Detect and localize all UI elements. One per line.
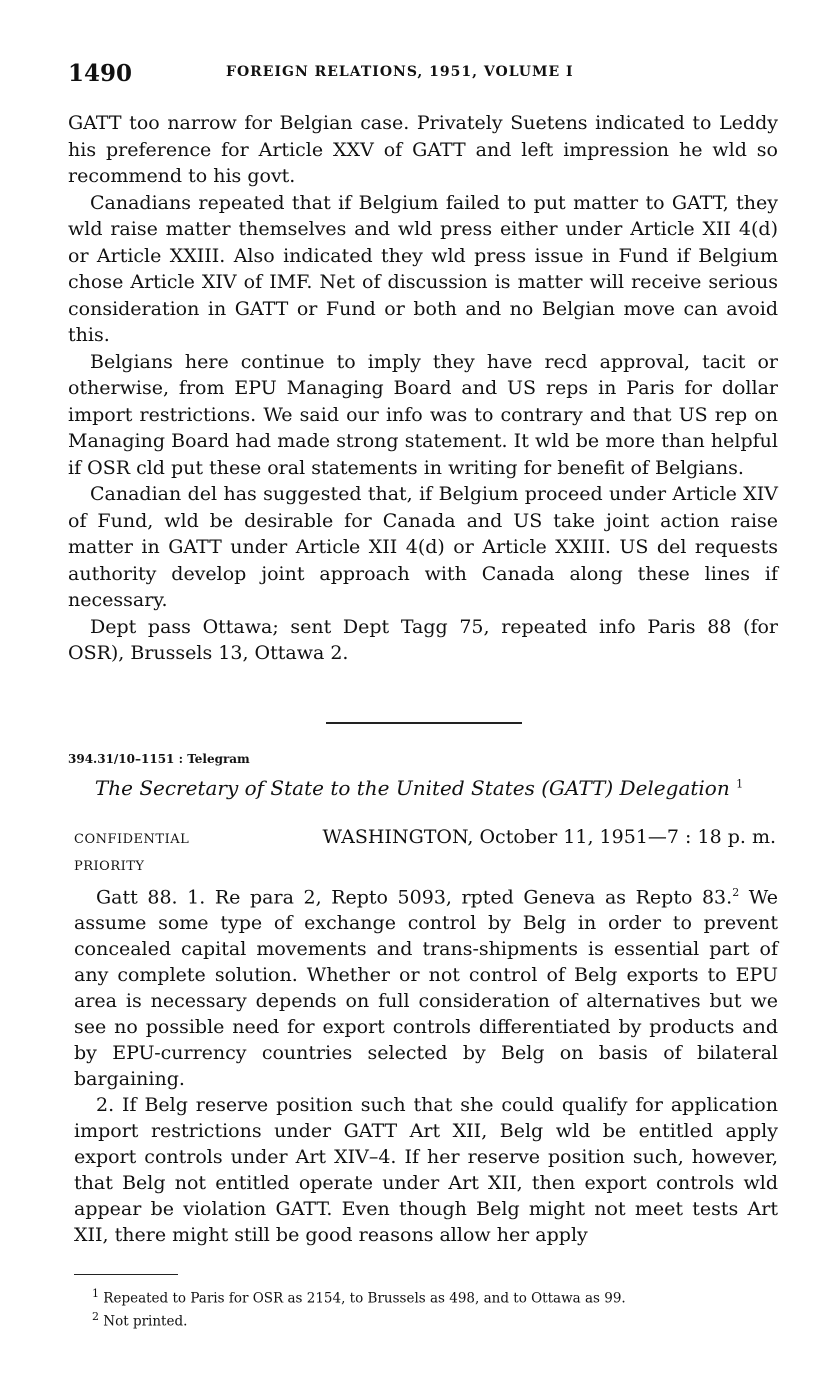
paragraph: Canadian del has suggested that, if Belgium proceed under Article XIV of Fund, wld be desirable for Canada and US take joint action raise matter in GATT under Article XII 4(d) or Article XXIII. US del requests authority develop joint approach with Canada along these lines if necessary. [68, 483, 778, 611]
telegram-body [74, 880, 778, 1248]
document-title-text: The Secretary of State to the United States (GATT) Delegation [94, 776, 730, 800]
precedence: PRIORITY [74, 859, 145, 874]
footnote-divider [74, 1274, 178, 1275]
footnotes [92, 1285, 626, 1330]
footnote [92, 1285, 626, 1308]
paragraph: Canadians repeated that if Belgium failed to put matter to GATT, they wld raise matter themselves and wld press either under Article XII 4(d) or Article XXIII. Also indicated they wld press issue in Fund if Belgium chose Article XIV of IMF. Net of discussion is matter will receive serious consideration in GATT or Fund or both and no Belgian move can avoid this. [68, 191, 778, 346]
paragraph: 2. If Belg reserve position such that she could qualify for application import restrictions under GATT Art XII, Belg wld be entitled apply export controls under Art XIV–4. If her reserve position such, however, that Belg not entitled operate under Art XII, then export controls wld appear be violation GATT. Even though Belg might not meet tests Art XII, there might still be good reasons allow her apply [74, 1094, 778, 1247]
footnote-number: 2 [92, 1309, 99, 1323]
page-header [68, 60, 778, 94]
file-reference: 394.31/10–1151 : Telegram [68, 752, 250, 766]
paragraph [74, 880, 778, 1092]
footnote-marker: 2 [732, 886, 740, 899]
document-title [0, 776, 838, 800]
running-title: FOREIGN RELATIONS, 1951, VOLUME I [226, 64, 574, 80]
footnote-text: Not printed. [103, 1313, 188, 1329]
paragraph-text: We assume some type of exchange control by Belg in order to prevent concealed capital movements and trans-shipments is essential part of any complete solution. Whether or not control of Belg exports to EPU area is necessary depends on full consideration of alternatives but we see no possible need for export controls differentiated by products and by EPU-currency countries selected by Belg on basis of bilateral bargaining. [74, 886, 779, 1091]
paragraph: Dept pass Ottawa; sent Dept Tagg 75, repeated info Paris 88 (for OSR), Brussels 13, Ottawa 2. [68, 615, 778, 664]
paragraph: GATT too narrow for Belgian case. Privately Suetens indicated to Leddy his preference for Article XXV of GATT and left impression he wld so recommend to his govt. [68, 112, 778, 187]
footnote-number: 1 [92, 1287, 99, 1300]
footnote-marker: 1 [736, 777, 744, 791]
footnote-text: Repeated to Paris for OSR as 2154, to Brussels as 498, and to Ottawa as 99. [103, 1290, 626, 1307]
footnote [92, 1308, 626, 1331]
page-number: 1490 [68, 60, 133, 87]
paragraph: Belgians here continue to imply they have recd approval, tacit or otherwise, from EPU Managing Board and US reps in Paris for dollar import restrictions. We said our info was to contrary and that US rep on Managing Board had made strong statement. It wld be more than helpful if OSR cld put these oral statements in writing for benefit of Belgians. [68, 350, 778, 479]
continuation-text [68, 110, 778, 667]
classification: CONFIDENTIAL [74, 832, 190, 847]
dateline: WASHINGTON, October 11, 1951—7 : 18 p. m. [322, 826, 776, 848]
section-divider [326, 722, 522, 724]
paragraph-text: Gatt 88. 1. Re para 2, Repto 5093, rpted Geneva as Repto 83. [96, 886, 733, 909]
